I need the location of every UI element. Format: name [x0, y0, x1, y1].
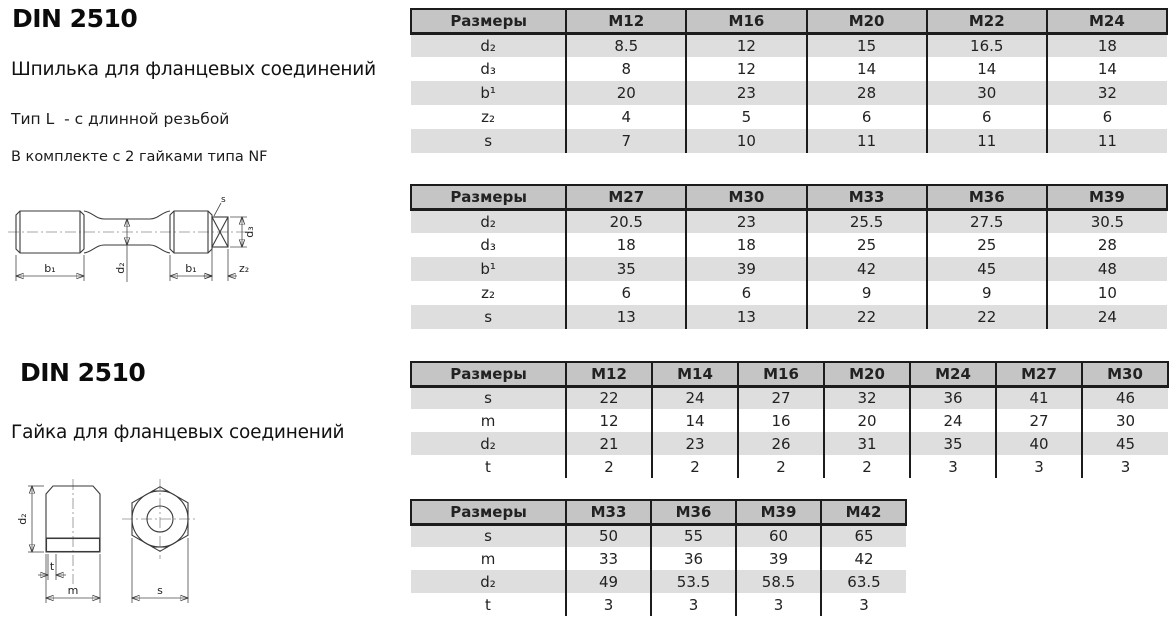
stud-dim-d3-label: d₃ — [243, 226, 256, 238]
size-header-cell: M39 — [736, 500, 821, 524]
stud-dim-b1-right-label: b₁ — [185, 262, 197, 275]
dimension-value-cell: 13 — [566, 305, 686, 329]
table-row — [411, 233, 1167, 257]
dimension-value-cell: 25.5 — [807, 209, 927, 233]
dimension-value-cell: 30 — [1082, 409, 1168, 432]
dimension-row-label: d₂ — [411, 570, 566, 593]
dimensions-header-cell: Размеры — [411, 362, 566, 386]
size-header-cell: M42 — [821, 500, 906, 524]
dimension-value-cell: 39 — [686, 257, 806, 281]
table-header-row — [411, 500, 906, 524]
dimension-value-cell: 28 — [1047, 233, 1167, 257]
table-row — [411, 547, 906, 570]
dimension-value-cell: 22 — [807, 305, 927, 329]
dimension-value-cell: 6 — [566, 281, 686, 305]
dimension-value-cell: 13 — [686, 305, 806, 329]
nut-dim-d2-label: d₂ — [16, 513, 29, 525]
dimension-value-cell: 25 — [927, 233, 1047, 257]
dimension-value-cell: 50 — [566, 524, 651, 547]
nut-dim-s-label: s — [157, 584, 163, 597]
size-header-cell: M27 — [996, 362, 1082, 386]
dimension-value-cell: 20.5 — [566, 209, 686, 233]
stud-dim-d2-label: d₂ — [114, 262, 127, 274]
nut-dim-m-label: m — [67, 584, 79, 597]
table-row — [411, 281, 1167, 305]
dimension-value-cell: 20 — [824, 409, 910, 432]
dimension-value-cell: 15 — [807, 33, 927, 57]
size-header-cell: M16 — [738, 362, 824, 386]
nut-technical-drawing — [8, 474, 213, 620]
dimension-value-cell: 39 — [736, 547, 821, 570]
table-header-row — [411, 362, 1168, 386]
dimension-value-cell: 9 — [927, 281, 1047, 305]
dimension-value-cell: 25 — [807, 233, 927, 257]
dimension-value-cell: 22 — [927, 305, 1047, 329]
stud-section-title: DIN 2510 — [12, 4, 138, 33]
dimension-value-cell: 3 — [566, 593, 651, 616]
dimension-row-label: t — [411, 455, 566, 478]
size-header-cell: M30 — [1082, 362, 1168, 386]
dimension-value-cell: 33 — [566, 547, 651, 570]
size-header-cell: M24 — [1047, 9, 1167, 33]
dimension-value-cell: 14 — [1047, 57, 1167, 81]
dimension-value-cell: 46 — [1082, 386, 1168, 409]
dimension-value-cell: 32 — [824, 386, 910, 409]
dimension-value-cell: 24 — [910, 409, 996, 432]
dimensions-header-cell: Размеры — [411, 500, 566, 524]
stud-section-subtitle: Шпилька для фланцевых соединений — [11, 59, 376, 80]
dimension-value-cell: 22 — [566, 386, 652, 409]
dimension-value-cell: 30.5 — [1047, 209, 1167, 233]
dimension-row-label: s — [411, 305, 566, 329]
stud-dim-b1-left-label: b₁ — [44, 262, 56, 275]
dimension-value-cell: 8 — [566, 57, 686, 81]
dimension-value-cell: 14 — [652, 409, 738, 432]
dimension-value-cell: 6 — [686, 281, 806, 305]
size-header-cell: M30 — [686, 185, 806, 209]
dimension-value-cell: 27.5 — [927, 209, 1047, 233]
dimension-value-cell: 24 — [652, 386, 738, 409]
dimension-row-label: m — [411, 547, 566, 570]
dimension-row-label: d₂ — [411, 432, 566, 455]
dimension-value-cell: 27 — [996, 409, 1082, 432]
table-row — [411, 129, 1167, 153]
dimension-value-cell: 45 — [927, 257, 1047, 281]
dimension-value-cell: 21 — [566, 432, 652, 455]
table-row — [411, 570, 906, 593]
dimension-value-cell: 14 — [807, 57, 927, 81]
dimension-value-cell: 35 — [910, 432, 996, 455]
dimension-value-cell: 2 — [738, 455, 824, 478]
size-header-cell: M24 — [910, 362, 996, 386]
size-header-cell: M33 — [807, 185, 927, 209]
dimension-row-label: s — [411, 524, 566, 547]
dimension-value-cell: 6 — [807, 105, 927, 129]
dimension-value-cell: 24 — [1047, 305, 1167, 329]
table-row — [411, 593, 906, 616]
dimension-value-cell: 31 — [824, 432, 910, 455]
size-header-cell: M39 — [1047, 185, 1167, 209]
dimension-value-cell: 3 — [910, 455, 996, 478]
dimension-row-label: s — [411, 129, 566, 153]
size-header-cell: M36 — [651, 500, 736, 524]
nut-section-title: DIN 2510 — [20, 358, 146, 387]
dimension-value-cell: 42 — [807, 257, 927, 281]
dimension-value-cell: 30 — [927, 81, 1047, 105]
dimensions-header-cell: Размеры — [411, 9, 566, 33]
dimension-value-cell: 35 — [566, 257, 686, 281]
size-header-cell: M16 — [686, 9, 806, 33]
dimension-value-cell: 5 — [686, 105, 806, 129]
stud-dimensions-table-1 — [410, 8, 1168, 153]
dimension-value-cell: 2 — [824, 455, 910, 478]
stud-dim-z2-label: z₂ — [239, 262, 250, 275]
dimensions-header-cell: Размеры — [411, 185, 566, 209]
dimension-value-cell: 11 — [807, 129, 927, 153]
nut-dimensions-table-2 — [410, 499, 907, 616]
dimension-value-cell: 10 — [686, 129, 806, 153]
dimension-value-cell: 11 — [927, 129, 1047, 153]
dimension-value-cell: 16 — [738, 409, 824, 432]
stud-dimensions-table-2 — [410, 184, 1168, 329]
size-header-cell: M12 — [566, 362, 652, 386]
dimension-value-cell: 12 — [686, 57, 806, 81]
dimension-value-cell: 32 — [1047, 81, 1167, 105]
dimension-value-cell: 58.5 — [736, 570, 821, 593]
stud-dim-s-label: s — [221, 195, 226, 205]
dimension-value-cell: 2 — [566, 455, 652, 478]
dimension-row-label: d₂ — [411, 33, 566, 57]
dimension-row-label: z₂ — [411, 105, 566, 129]
table-row — [411, 524, 906, 547]
dimension-value-cell: 23 — [686, 81, 806, 105]
dimension-row-label: b¹ — [411, 257, 566, 281]
dimension-value-cell: 3 — [996, 455, 1082, 478]
dimension-value-cell: 49 — [566, 570, 651, 593]
dimension-value-cell: 63.5 — [821, 570, 906, 593]
dimension-value-cell: 12 — [566, 409, 652, 432]
table-row — [411, 432, 1168, 455]
stud-type-note: Тип L - с длинной резьбой — [11, 110, 230, 128]
dimension-row-label: s — [411, 386, 566, 409]
dimension-value-cell: 40 — [996, 432, 1082, 455]
nut-dim-t-label: t — [49, 560, 55, 573]
dimension-row-label: t — [411, 593, 566, 616]
dimension-value-cell: 4 — [566, 105, 686, 129]
dimension-value-cell: 28 — [807, 81, 927, 105]
size-header-cell: M22 — [927, 9, 1047, 33]
dimension-value-cell: 48 — [1047, 257, 1167, 281]
dimension-value-cell: 36 — [651, 547, 736, 570]
dimension-value-cell: 53.5 — [651, 570, 736, 593]
table-row — [411, 209, 1167, 233]
dimension-value-cell: 45 — [1082, 432, 1168, 455]
table-row — [411, 57, 1167, 81]
table-header-row — [411, 9, 1167, 33]
dimension-value-cell: 7 — [566, 129, 686, 153]
dimension-value-cell: 12 — [686, 33, 806, 57]
nut-dimensions-table-1 — [410, 361, 1169, 478]
stud-technical-drawing — [6, 192, 256, 294]
dimension-row-label: d₃ — [411, 57, 566, 81]
dimension-value-cell: 2 — [652, 455, 738, 478]
dimension-value-cell: 18 — [686, 233, 806, 257]
dimension-value-cell: 18 — [1047, 33, 1167, 57]
table-row — [411, 386, 1168, 409]
table-row — [411, 105, 1167, 129]
table-row — [411, 409, 1168, 432]
dimension-value-cell: 3 — [651, 593, 736, 616]
stud-dimensions — [16, 195, 256, 282]
dimension-value-cell: 55 — [651, 524, 736, 547]
dimension-row-label: d₃ — [411, 233, 566, 257]
dimension-value-cell: 23 — [652, 432, 738, 455]
dimension-value-cell: 14 — [927, 57, 1047, 81]
stud-kit-note: В комплекте с 2 гайками типа NF — [11, 149, 268, 165]
table-row — [411, 33, 1167, 57]
dimension-value-cell: 16.5 — [927, 33, 1047, 57]
dimension-value-cell: 6 — [1047, 105, 1167, 129]
table-row — [411, 81, 1167, 105]
dimension-value-cell: 36 — [910, 386, 996, 409]
dimension-row-label: m — [411, 409, 566, 432]
dimension-value-cell: 65 — [821, 524, 906, 547]
table-row — [411, 305, 1167, 329]
size-header-cell: M20 — [807, 9, 927, 33]
dimension-value-cell: 42 — [821, 547, 906, 570]
nut-front-view — [122, 479, 198, 603]
dimension-value-cell: 10 — [1047, 281, 1167, 305]
size-header-cell: M27 — [566, 185, 686, 209]
dimension-value-cell: 20 — [566, 81, 686, 105]
dimension-value-cell: 3 — [1082, 455, 1168, 478]
dimension-value-cell: 11 — [1047, 129, 1167, 153]
nut-side-view — [16, 479, 100, 603]
dimension-value-cell: 3 — [821, 593, 906, 616]
table-header-row — [411, 185, 1167, 209]
dimension-value-cell: 41 — [996, 386, 1082, 409]
dimension-row-label: b¹ — [411, 81, 566, 105]
size-header-cell: M33 — [566, 500, 651, 524]
dimension-value-cell: 26 — [738, 432, 824, 455]
dimension-row-label: d₂ — [411, 209, 566, 233]
dimension-row-label: z₂ — [411, 281, 566, 305]
size-header-cell: M20 — [824, 362, 910, 386]
size-header-cell: M36 — [927, 185, 1047, 209]
dimension-value-cell: 23 — [686, 209, 806, 233]
size-header-cell: M12 — [566, 9, 686, 33]
dimension-value-cell: 6 — [927, 105, 1047, 129]
dimension-value-cell: 3 — [736, 593, 821, 616]
table-row — [411, 455, 1168, 478]
size-header-cell: M14 — [652, 362, 738, 386]
dimension-value-cell: 60 — [736, 524, 821, 547]
dimension-value-cell: 27 — [738, 386, 824, 409]
table-row — [411, 257, 1167, 281]
dimension-value-cell: 9 — [807, 281, 927, 305]
nut-section-subtitle: Гайка для фланцевых соединений — [11, 422, 345, 443]
dimension-value-cell: 18 — [566, 233, 686, 257]
dimension-value-cell: 8.5 — [566, 33, 686, 57]
